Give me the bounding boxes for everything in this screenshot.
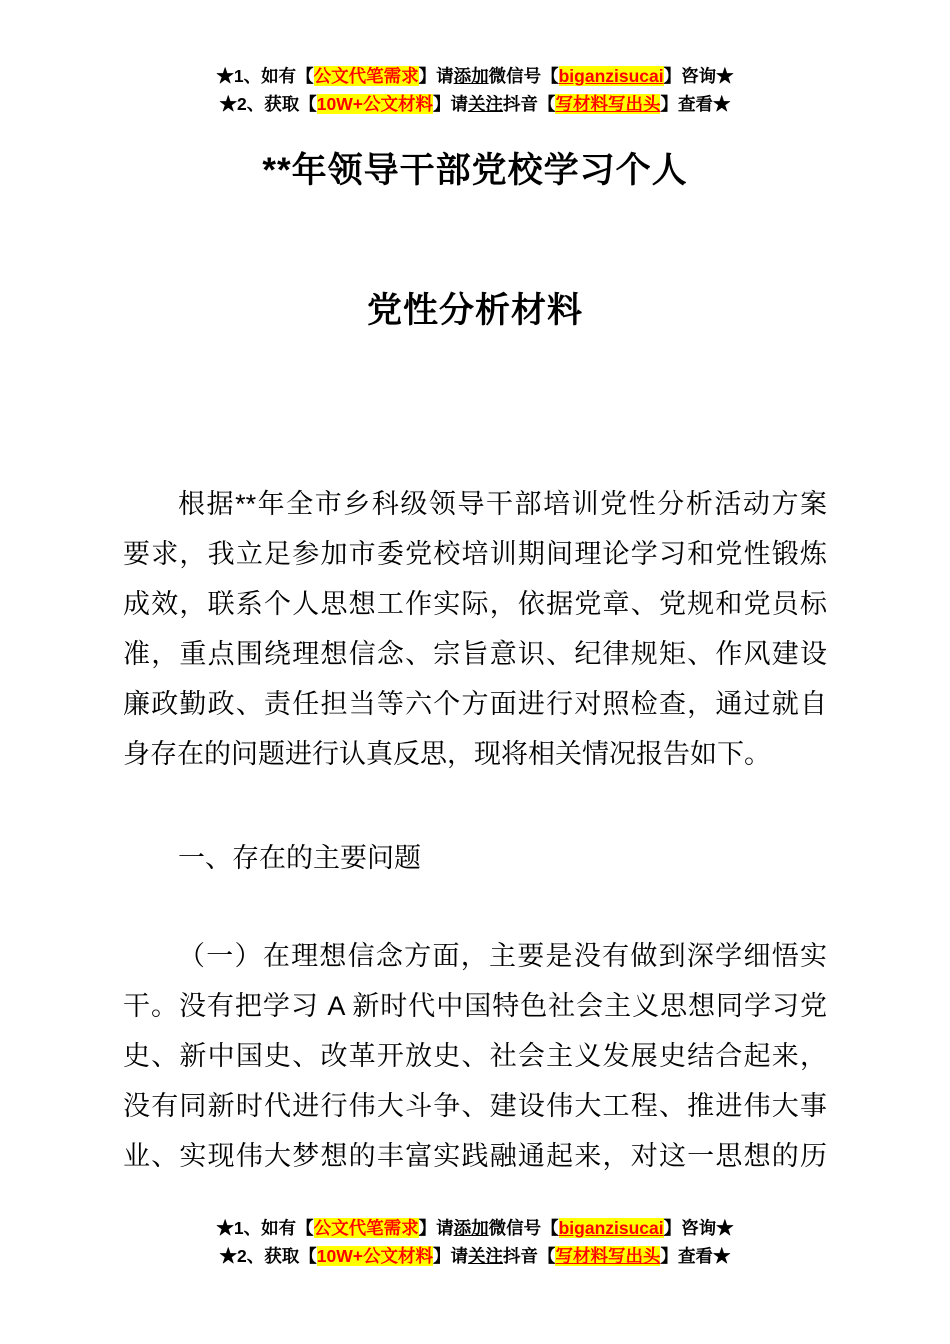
promo-underline-add: 添加 [453,1218,489,1238]
promo-highlight-service: 公文代笔需求 [313,1218,419,1238]
promo-highlight-douyin-id: 写材料写出头 [555,1246,661,1266]
promo-highlight-materials: 10W+公文材料 [316,1246,433,1266]
paragraph-1-line: 要求，我立足参加市委党校培训期间理论学习和党性锻炼 [123,539,827,569]
promo-highlight-service: 公文代笔需求 [313,66,419,86]
promo-underline-follow: 关注 [467,94,503,114]
promo-text-wechat: 微信号【 [488,1218,559,1238]
promo-text-mid: 】请 [432,94,468,114]
promo-text-douyin: 抖音【 [502,1246,556,1266]
document-title-line1: **年领导干部党校学习个人 [262,151,688,190]
paragraph-1-line: 准，重点围绕理想信念、宗旨意识、纪律规矩、作风建设 [123,639,827,669]
promo-footer [0,1214,950,1270]
promo-text-mid: 】请 [432,1246,468,1266]
promo-underline-add: 添加 [453,66,489,86]
promo-text-wechat: 微信号【 [488,66,559,86]
promo-header-line-2 [0,90,950,118]
promo-text-prefix: ★2、获取【 [219,1246,317,1266]
promo-highlight-wechat-id: biganzisucai [558,66,664,86]
promo-text-prefix: ★1、如有【 [216,66,314,86]
promo-highlight-wechat-id: biganzisucai [558,1218,664,1238]
promo-text-suffix: 】咨询★ [663,66,734,86]
promo-text-prefix: ★2、获取【 [219,94,317,114]
paragraph-1-line: 廉政勤政、责任担当等六个方面进行对照检查，通过就自 [123,689,827,719]
paragraph-2-line: 没有同新时代进行伟大斗争、建设伟大工程、推进伟大事 [123,1091,827,1121]
promo-underline-follow: 关注 [467,1246,503,1266]
paragraph-1 [123,479,827,779]
paragraph-2 [123,931,827,1181]
promo-text-mid: 】请 [418,1218,454,1238]
promo-text-mid: 】请 [418,66,454,86]
promo-text-prefix: ★1、如有【 [216,1218,314,1238]
promo-highlight-douyin-id: 写材料写出头 [555,94,661,114]
paragraph-2-line: 史、新中国史、改革开放史、社会主义发展史结合起来， [123,1041,827,1071]
document-title-line2: 党性分析材料 [366,291,583,330]
promo-header [0,62,950,118]
section-heading-1: 一、存在的主要问题 [178,843,421,873]
promo-text-suffix: 】咨询★ [663,1218,734,1238]
paragraph-2-line: 干。没有把学习 A 新时代中国特色社会主义思想同学习党 [123,991,827,1021]
promo-text-suffix: 】查看★ [660,1246,731,1266]
promo-footer-line-2 [0,1242,950,1270]
paragraph-1-line: 根据**年全市乡科级领导干部培训党性分析活动方案 [178,489,827,519]
paragraph-2-line: （一）在理想信念方面，主要是没有做到深学细悟实 [178,941,827,971]
paragraph-1-line: 身存在的问题进行认真反思，现将相关情况报告如下。 [123,739,771,769]
promo-highlight-materials: 10W+公文材料 [316,94,433,114]
paragraph-2-line: 业、实现伟大梦想的丰富实践融通起来，对这一思想的历 [123,1141,827,1171]
paragraph-1-line: 成效，联系个人思想工作实际，依据党章、党规和党员标 [123,589,827,619]
promo-text-douyin: 抖音【 [502,94,556,114]
promo-header-line-1 [0,62,950,90]
promo-text-suffix: 】查看★ [660,94,731,114]
promo-footer-line-1 [0,1214,950,1242]
